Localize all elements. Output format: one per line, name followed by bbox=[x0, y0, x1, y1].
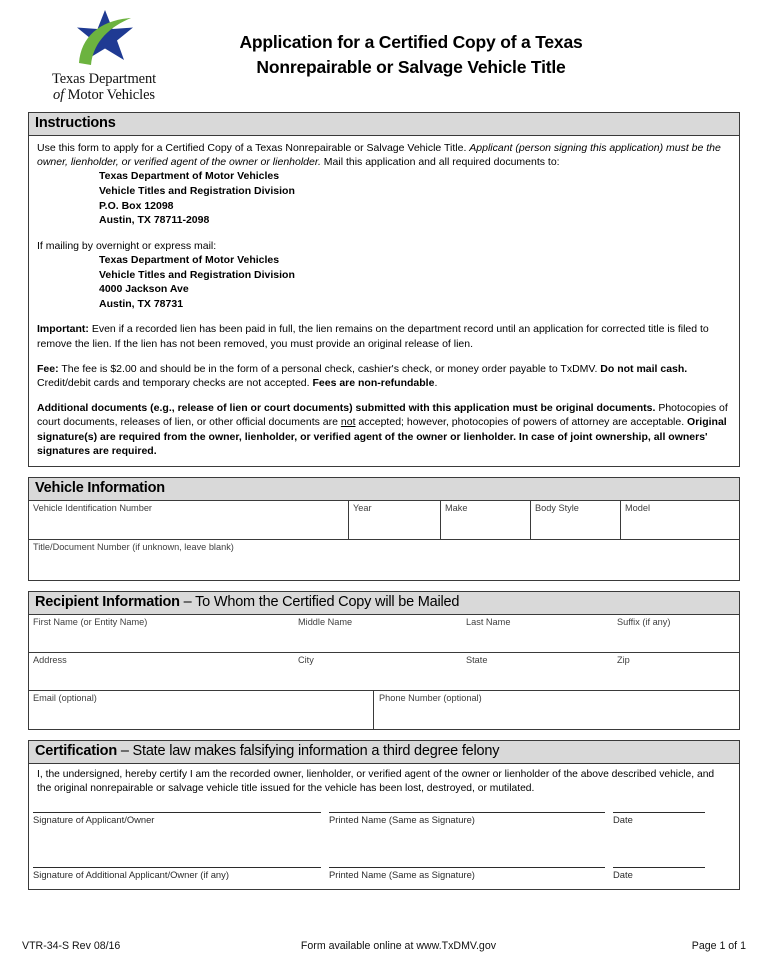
instructions-body bbox=[29, 136, 739, 466]
field-model[interactable] bbox=[621, 501, 739, 539]
certification-body: I, the undersigned, hereby certify I am the recorded owner, lienholder, or verified agent of the owner or lienholder of the above described vehicle, and the original nonrepairable or salvage vehicle title issued for the vehicle has been lost, destroyed, or mutilated. bbox=[37, 768, 715, 795]
signature-row-primary bbox=[29, 812, 739, 867]
recipient-address-row bbox=[29, 653, 739, 691]
field-last-name[interactable]: Last Name bbox=[466, 616, 511, 627]
vehicle-information-heading: Vehicle Information bbox=[29, 478, 739, 501]
printed-name-label: Printed Name (Same as Signature) bbox=[329, 869, 475, 881]
field-zip[interactable]: Zip bbox=[617, 654, 630, 665]
vehicle-information-row-1 bbox=[29, 501, 739, 540]
signature-row-additional bbox=[29, 867, 739, 889]
field-label: Make bbox=[445, 502, 468, 513]
printed-name-line[interactable] bbox=[329, 867, 605, 868]
field-label: Year bbox=[353, 502, 372, 513]
spacer bbox=[37, 311, 731, 322]
signature-line[interactable] bbox=[33, 867, 321, 868]
recipient-contact-row bbox=[29, 691, 739, 729]
instructions-intro: Use this form to apply for a Certified Copy of a Texas Nonrepairable or Salvage Vehicle Title. Applicant (person signing this application) must be the owner, lienholder, or verified agent of the owner or lienholder. Mail this application and all required documents to: bbox=[37, 142, 721, 169]
field-middle-name[interactable]: Middle Name bbox=[298, 616, 353, 627]
logo-wordmark-line2: of Motor Vehicles bbox=[53, 86, 155, 103]
date-line[interactable] bbox=[613, 867, 705, 868]
page-title bbox=[184, 8, 768, 80]
date-line[interactable] bbox=[613, 812, 705, 813]
recipient-name-row bbox=[29, 615, 739, 653]
field-state[interactable]: State bbox=[466, 654, 488, 665]
page-title-line2: Nonrepairable or Salvage Vehicle Title bbox=[256, 57, 566, 77]
mailing-address-line: Vehicle Titles and Registration Division bbox=[99, 185, 295, 197]
field-label: Model bbox=[625, 502, 651, 513]
field-first-name[interactable]: First Name (or Entity Name) bbox=[33, 616, 148, 627]
footer-page-number: Page 1 of 1 bbox=[691, 940, 746, 952]
overnight-address-line: Vehicle Titles and Registration Division bbox=[99, 268, 295, 281]
vehicle-information-row-2 bbox=[29, 540, 739, 580]
spacer bbox=[37, 390, 731, 401]
logo-wordmark-line1: Texas Department bbox=[51, 71, 157, 87]
spacer bbox=[37, 228, 731, 239]
certification-heading: Certification – State law makes falsifying information a third degree felony bbox=[29, 741, 739, 764]
mailing-address-line: Austin, TX 78711-2098 bbox=[99, 214, 210, 227]
printed-name-line[interactable] bbox=[329, 812, 605, 813]
spacer bbox=[37, 351, 731, 362]
field-make[interactable] bbox=[441, 501, 531, 539]
instructions-section bbox=[28, 112, 740, 467]
recipient-information-heading: Recipient Information – To Whom the Certified Copy will be Mailed bbox=[29, 592, 739, 615]
overnight-address-line: Austin, TX 78731 bbox=[99, 297, 184, 310]
field-label: Title/Document Number (if unknown, leave blank) bbox=[33, 541, 234, 552]
mailing-address-line: P.O. Box 12098 bbox=[99, 199, 174, 212]
printed-name-label: Printed Name (Same as Signature) bbox=[329, 814, 475, 826]
field-phone-number[interactable]: Phone Number (optional) bbox=[379, 692, 482, 703]
footer-availability: Form available online at www.TxDMV.gov bbox=[300, 940, 497, 952]
date-label: Date bbox=[613, 814, 633, 826]
field-email[interactable]: Email (optional) bbox=[33, 692, 97, 703]
overnight-address-line: Texas Department of Motor Vehicles bbox=[99, 253, 280, 266]
signature-line[interactable] bbox=[33, 812, 321, 813]
certification-section bbox=[28, 740, 740, 890]
page-footer bbox=[22, 940, 746, 952]
signature-applicant-label: Signature of Applicant/Owner bbox=[33, 814, 155, 826]
field-suffix[interactable]: Suffix (if any) bbox=[617, 616, 671, 627]
fee-note: Fee: The fee is $2.00 and should be in the form of a personal check, cashier's check, or money order payable to TxDMV. Do not mail cash. Credit/debit cards and temporary checks are not accepted. Fees are non-refundable. bbox=[37, 362, 688, 389]
signature-block bbox=[29, 812, 739, 889]
field-city[interactable]: City bbox=[298, 654, 314, 665]
field-title-document-number[interactable] bbox=[29, 540, 739, 580]
additional-documents-note: Additional documents (e.g., release of lien or court documents) submitted with this application must be original documents. Photocopies of court documents, releases of lien, or other official documents are not accepted; however, photocopies of powers of attorney are acceptable. Original signature(s) are required from the owner, lienholder, or verified agent of the owner or lienholder. In case of joint ownership, all owners' signatures are required. bbox=[37, 402, 728, 457]
overnight-label: If mailing by overnight or express mail: bbox=[37, 239, 217, 252]
field-label: Body Style bbox=[535, 502, 579, 513]
logo-wordmark bbox=[52, 72, 156, 103]
txdmv-logo bbox=[24, 8, 184, 103]
signature-additional-applicant-label: Signature of Additional Applicant/Owner (if any) bbox=[33, 869, 229, 881]
footer-form-id: VTR-34-S Rev 08/16 bbox=[22, 940, 121, 952]
page-header bbox=[0, 0, 768, 112]
recipient-information-section bbox=[28, 591, 740, 730]
fee-label: Fee: bbox=[37, 362, 59, 375]
field-body-style[interactable] bbox=[531, 501, 621, 539]
date-label: Date bbox=[613, 869, 633, 881]
field-address[interactable]: Address bbox=[33, 654, 67, 665]
vehicle-information-section bbox=[28, 477, 740, 581]
page-title-line1: Application for a Certified Copy of a Texas bbox=[239, 32, 583, 52]
mailing-address-line: Texas Department of Motor Vehicles bbox=[99, 170, 280, 183]
instructions-heading: Instructions bbox=[29, 113, 739, 136]
overnight-address bbox=[99, 253, 731, 311]
important-note: Important: Even if a recorded lien has been paid in full, the lien remains on the department record until an application for corrected title is filed to remove the lien. If the lien has not been removed, you must provide an original release of lien. bbox=[37, 323, 709, 350]
overnight-address-line: 4000 Jackson Ave bbox=[99, 283, 189, 296]
mailing-address bbox=[99, 169, 731, 227]
important-label: Important: bbox=[37, 323, 89, 336]
field-label: Vehicle Identification Number bbox=[33, 502, 152, 513]
txdmv-star-swoosh-icon bbox=[61, 8, 147, 70]
field-year[interactable] bbox=[349, 501, 441, 539]
field-vin[interactable] bbox=[29, 501, 349, 539]
column-divider bbox=[373, 691, 374, 729]
